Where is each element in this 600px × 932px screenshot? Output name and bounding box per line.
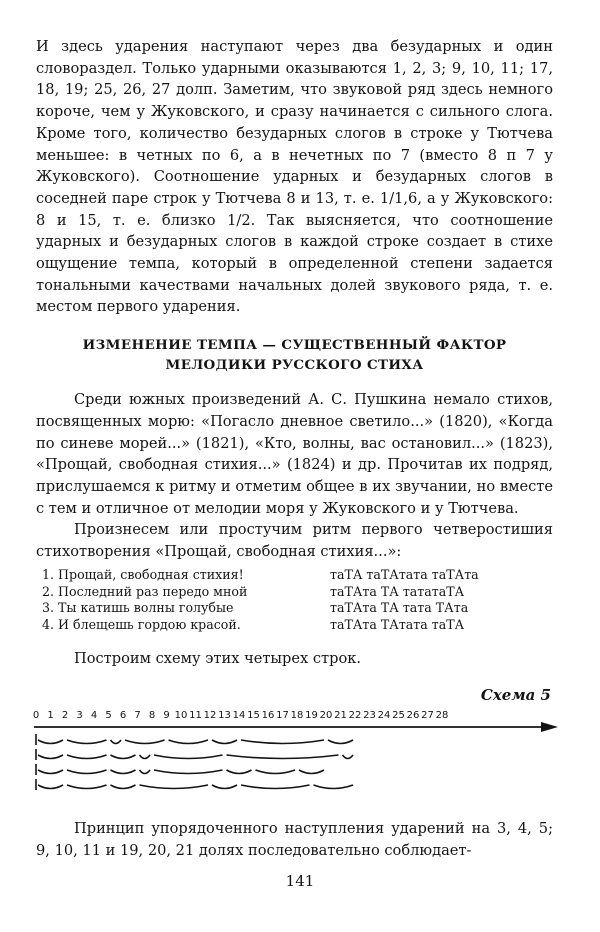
scheme-rhythm-lines	[36, 734, 353, 790]
verse-line: 2. Последний раз передо мной	[42, 583, 248, 599]
scheme-arc	[227, 770, 252, 774]
scheme-axis-tick-label: 15	[247, 710, 260, 721]
scheme-arc	[256, 770, 296, 774]
rhythm-pattern: таТАта ТАтата таТА	[330, 617, 465, 633]
scheme-arc	[67, 770, 107, 774]
scheme-arc	[38, 740, 63, 744]
scheme-axis-tick-label: 18	[290, 710, 304, 721]
scheme-arc	[67, 740, 107, 744]
verse-line: 1. Прощай, свободная стихия!	[42, 566, 244, 582]
scheme-axis-tick-label: 20	[319, 710, 333, 721]
scheme-axis-tick-label: 2	[61, 710, 69, 721]
scheme-arc	[140, 770, 151, 774]
scheme-arc	[154, 770, 223, 774]
scheme-axis-tick-label: 26	[406, 710, 420, 721]
pushkin-paragraph: Среди южных произведений А. С. Пушкина немало стихов, посвященных морю: «Погасло дневное светило...» (1820), «Когда по синеве морей...» (1821), «Кто, волны, вас остановил...» (1823), «Прощай, свободная стихия...» (1824) и др. Прочитав их подряд, прислушаемся к ритму и отметим общее в их звучании, но вместе с тем и отличное от мелодии моря у Жуковского и у Тютчева.	[36, 391, 553, 517]
section-heading-line-2: МЕЛОДИКИ РУССКОГО СТИХА	[165, 357, 424, 374]
scheme-axis-labels	[33, 710, 449, 721]
scheme-axis-tick-label: 23	[363, 710, 376, 721]
scheme-arc	[140, 785, 209, 789]
scheme-arc	[38, 785, 63, 789]
build-scheme-paragraph: Построим схему этих четырех строк.	[74, 649, 362, 667]
scheme-arc	[343, 755, 354, 759]
scheme-axis-tick-label: 12	[203, 710, 217, 721]
verse-line: 4. И блещешь гордою красой.	[42, 617, 241, 633]
scheme-arc	[241, 785, 310, 789]
rhythm-row	[42, 600, 553, 617]
scheme-axis-tick-label: 13	[218, 710, 231, 721]
scheme-axis-tick-label: 25	[392, 710, 405, 721]
scheme-diagram	[0, 703, 600, 803]
scheme-arc	[140, 755, 151, 759]
bottom-paragraph: Принцип упорядоченного наступления ударений на 3, 4, 5; 9, 10, 11 и 19, 20, 21 долях последовательно соблюдает-	[36, 820, 553, 859]
scheme-axis-tick-label: 17	[276, 710, 289, 721]
scheme-arc	[212, 740, 237, 744]
scheme-arc	[299, 770, 324, 774]
scheme-title: Схема 5	[480, 685, 551, 704]
scheme-axis-arrow	[541, 722, 558, 732]
scheme-arc	[212, 785, 237, 789]
scheme-axis-tick-label: 7	[134, 710, 141, 721]
rhythm-pattern: таТАта ТА тататаТА	[330, 583, 465, 599]
section-heading-line-1: ИЗМЕНЕНИЕ ТЕМПА — СУЩЕСТВЕННЫЙ ФАКТОР	[82, 337, 507, 354]
scheme-axis-tick-label: 22	[348, 710, 362, 721]
rhythm-intro-paragraph: Произнесем или простучим ритм первого четверостишия стихотворения «Прощай, свободная стихия...»:	[36, 521, 553, 561]
section-heading	[36, 335, 553, 375]
scheme-arc	[67, 755, 107, 759]
scheme-axis-tick-label: 21	[334, 710, 347, 721]
scheme-arc	[125, 740, 165, 744]
scheme-arc	[38, 755, 63, 759]
scheme-axis-tick-label: 4	[90, 710, 98, 721]
bottom-text	[36, 818, 553, 861]
scheme-arc	[169, 740, 209, 744]
rhythm-pattern: таТА таТАтата таТАта	[330, 566, 479, 582]
rhythm-row	[42, 617, 553, 634]
scheme-axis-tick-label: 16	[261, 710, 275, 721]
scheme-arc	[241, 740, 324, 744]
scheme-axis-tick-label: 5	[105, 710, 112, 721]
scheme-axis-tick-label: 8	[148, 710, 156, 721]
scheme-arc	[111, 785, 136, 789]
rhythm-row	[42, 567, 553, 584]
scheme-axis-tick-label: 11	[189, 710, 202, 721]
scheme-axis-tick-label: 9	[163, 710, 170, 721]
scheme-arc	[111, 770, 136, 774]
scheme-axis-tick-label: 6	[119, 710, 127, 721]
scheme-axis-tick-label: 1	[47, 710, 54, 721]
intro-paragraph: И здесь ударения наступают через два безударных и один словораздел. Только ударными оказываются 1, 2, 3; 9, 10, 11; 17, 18, 19; 25, 26, 27 долп. Заметим, что звуковой ряд здесь немного короче, чем у Жуковского, и сразу начинается с сильного слога. Кроме того, количество безударных слогов в строке у Тютчева меньшее: в четных по 6, а в нечетных по 7 (вместо 8 п 7 у Жуковского). Соотношение ударных и безударных слогов в соседней паре строк у Тютчева 8 и 13, т. е. 1/1,6, а у Жуковского: 8 и 15, т. е. близко 1/2. Так выясняется, что соотношение ударных и безударных слогов в каждой строке создает в стихе ощущение темпа, который в определенной степени задается тональными качествами начальных долей звукового ряда, т. е. местом первого ударения.	[36, 38, 553, 316]
scheme-arc	[328, 740, 353, 744]
verse-line: 3. Ты катишь волны голубые	[42, 600, 234, 616]
scheme-arc	[227, 755, 339, 759]
rhythm-row	[42, 584, 553, 601]
scheme-arc	[314, 785, 354, 789]
scheme-axis-tick-label: 3	[76, 710, 83, 721]
scheme-axis-tick-label: 10	[174, 710, 188, 721]
scheme-axis-tick-label: 24	[377, 710, 391, 721]
scheme-arc	[111, 755, 136, 759]
scheme-axis-tick-label: 0	[32, 710, 40, 721]
scheme-axis-tick-label: 27	[421, 710, 434, 721]
scheme-arc	[67, 785, 107, 789]
rhythm-table	[42, 567, 553, 634]
page-number: 141	[285, 872, 315, 890]
scheme-arc	[38, 770, 63, 774]
page-body	[36, 36, 553, 704]
scheme-axis-tick-label: 28	[435, 710, 449, 721]
scheme-arc	[111, 740, 122, 744]
scheme-arc	[154, 755, 223, 759]
rhythm-pattern: таТАта ТА тата ТАта	[330, 600, 469, 616]
scheme-axis-tick-label: 19	[305, 710, 318, 721]
scheme-axis-tick-label: 14	[232, 710, 246, 721]
